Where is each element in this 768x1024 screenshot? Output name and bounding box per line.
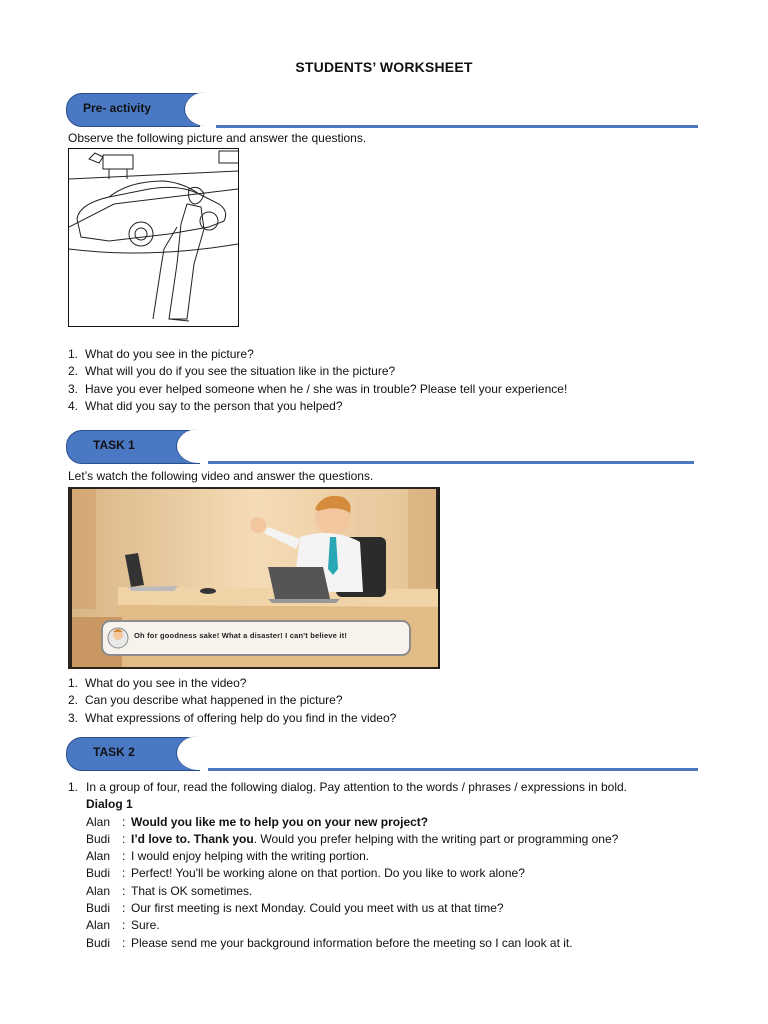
dialog-line: Budi : Our first meeting is next Monday. Could you meet with us at that time? — [86, 901, 504, 916]
dialog-line: Alan : That is OK sometimes. — [86, 883, 253, 898]
dialog-line: Alan : I would enjoy helping with the writing portion. — [86, 849, 370, 864]
list-item: 1. What do you see in the video? — [68, 676, 247, 690]
worksheet-title: STUDENTS’ WORKSHEET — [295, 59, 473, 75]
video-still[interactable] — [68, 487, 440, 669]
pre-activity-instruction: Observe the following picture and answer the questions. — [68, 131, 367, 145]
list-item: 3. Have you ever helped someone when he / she was in trouble? Please tell your experience! — [68, 381, 568, 396]
list-item: 4. What did you say to the person that you helped? — [68, 398, 343, 413]
task2-dialog: 1. In a group of four, read the following dialog. Pay attention to the words / phrases / expressions in bold. Dialog 1 Alan : Would you like me to help you on your new project? Budi : I’d love to. Thank you. Would you prefer helping with the writing part or programming one? Alan : I would enjoy helping with the writing portion. Budi : Perfect! You'll be working alone on that portion. Do you like to work alone? Alan : That is OK sometimes. Budi : Our first meeting is next Monday. Could you meet with us at that time? Alan : Sure. Budi : Please send me your background information before the meeting so I can look at it. — [68, 779, 78, 952]
list-item: 2. Can you describe what happened in the picture? — [68, 693, 343, 708]
task1-questions — [68, 675, 396, 727]
list-item: 2. What will you do if you see the situation like in the picture? — [68, 364, 396, 379]
task2-instruction: In a group of four, read the following dialog. Pay attention to the words / phrases / expressions in bold. — [86, 780, 627, 794]
pre-activity-questions — [68, 346, 567, 415]
dialog-line: Budi : I’d love to. Thank you. Would you prefer helping with the writing part or programming one? — [86, 831, 619, 846]
pre-activity-label: Pre- activity — [83, 101, 152, 115]
video-caption: Oh for goodness sake! What a disaster! I can't believe it! — [134, 631, 348, 640]
list-item: 1. What do you see in the picture? — [68, 347, 254, 361]
task2-banner — [66, 737, 698, 771]
dialog-line: Budi : Perfect! You'll be working alone on that portion. Do you like to work alone? — [86, 866, 525, 881]
task1-label: TASK 1 — [93, 438, 135, 452]
task1-instruction: Let’s watch the following video and answer the questions. — [68, 469, 374, 483]
dialog-line: Alan : Sure. — [86, 918, 160, 933]
task1-banner — [66, 430, 694, 464]
dialog-line: Budi : Please send me your background information before the meeting so I can look at it. — [86, 935, 573, 950]
dialog-line: Alan : Would you like me to help you on your new project? — [86, 814, 429, 829]
list-item: 3. What expressions of offering help do you find in the video? — [68, 710, 397, 725]
illustration-old-woman-street — [68, 148, 239, 327]
dialog-title: Dialog 1 — [86, 797, 133, 812]
pre-activity-banner — [66, 93, 698, 127]
task2-label: TASK 2 — [93, 745, 135, 759]
